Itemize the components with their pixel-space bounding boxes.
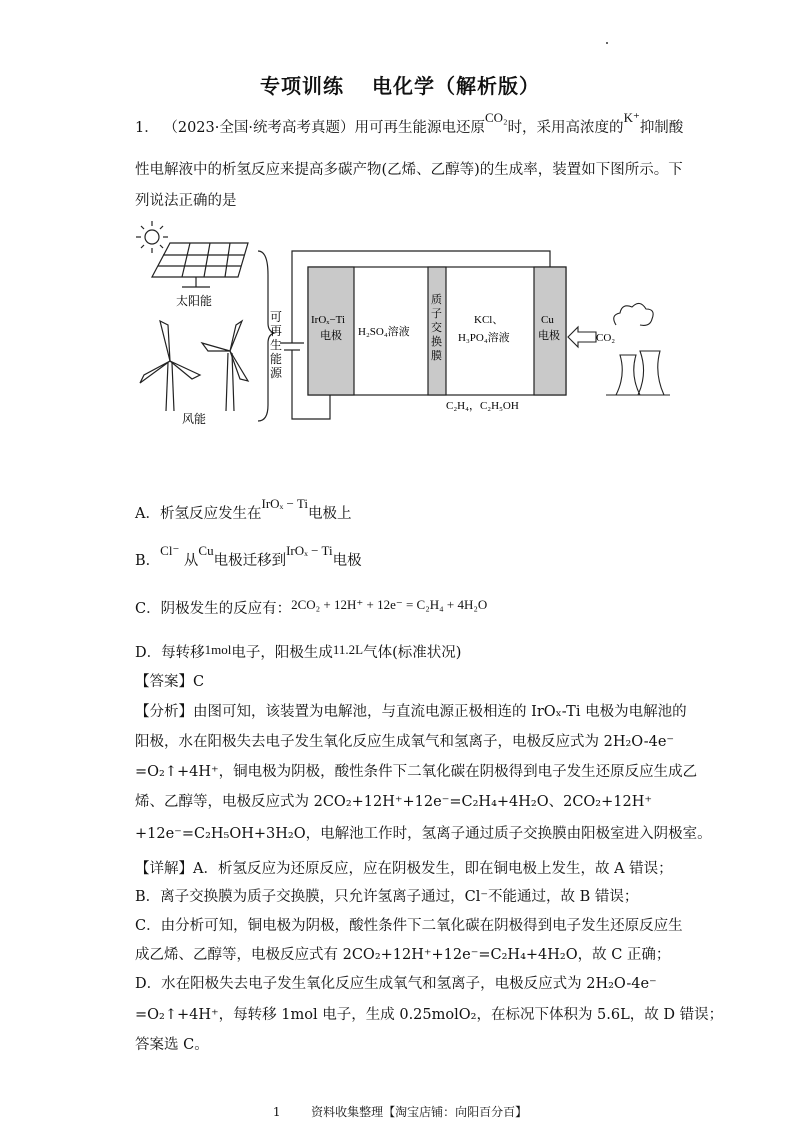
- question-text-c: 抑制酸: [639, 120, 684, 136]
- question-source: （2023·全国·统考高考真题）: [163, 120, 355, 136]
- cathode-label-2: 电极: [538, 330, 560, 342]
- question-line-2: 性电解液中的析氢反应来提高多碳产物(乙烯、乙醇等)的生成率，装置如下图所示。下: [135, 162, 683, 178]
- option-d-mid: 电子，阳极生成: [231, 645, 333, 661]
- analysis-line-2: 阳极，水在阳极失去电子发生氧化反应生成氧气和氢离子，电极反应式为 2H₂O-4e⁻: [135, 734, 675, 750]
- products-label: C₂H₄，C₂H₅OH: [446, 400, 519, 412]
- answer: 【答案】C: [135, 674, 205, 690]
- sun-icon: [136, 221, 168, 253]
- option-b-mid: 电极迁移到: [213, 553, 287, 569]
- option-b-cl: Cl⁻: [160, 543, 180, 558]
- option-d-mol: 1mol: [204, 642, 232, 657]
- title-part1: 专项训练: [260, 74, 344, 98]
- option-b[interactable]: [135, 543, 362, 570]
- option-a-prefix: A．析氢反应发生在: [135, 506, 262, 522]
- analysis-line-5: +12e⁻=C₂H₅OH+3H₂O，电解池工作时，氢离子通过质子交换膜由阳极室进入阴极室。: [135, 826, 712, 842]
- detail-line-3: C．由分析可知，铜电极为阴极，酸性条件下二氧化碳在阴极得到电子发生还原反应生: [135, 918, 683, 934]
- option-d[interactable]: [135, 641, 461, 662]
- wind-label: 风能: [182, 412, 207, 425]
- electrolysis-diagram: [130, 215, 690, 425]
- cathode-label-1: Cu: [541, 314, 554, 326]
- option-b-prefix: B．: [135, 553, 161, 569]
- anode-label-2: 电极: [320, 330, 342, 342]
- solar-label: 太阳能: [176, 294, 213, 308]
- question-number: 1．: [135, 120, 159, 136]
- option-c[interactable]: [135, 597, 487, 618]
- renewable-label: 可再生能源: [270, 310, 283, 380]
- analysis-line-3: =O₂↑+4H⁺，铜电极为阴极，酸性条件下二氧化碳在阴极得到电子发生还原反应生成乙: [135, 764, 698, 780]
- question-line-1: [135, 110, 684, 137]
- analysis-line-1: 【分析】由图可知，该装置为电解池，与直流电源正极相连的 IrOₓ-Ti 电极为电解池的: [135, 704, 687, 720]
- question-text-b: 时，采用高浓度的: [507, 120, 624, 136]
- analysis-line-4: 烯、乙醇等，电极反应式为 2CO₂+12H⁺+12e⁻=C₂H₄+4H₂O、2CO₂+12H⁺: [135, 794, 653, 810]
- option-d-prefix: D．每转移: [135, 645, 205, 661]
- solar-panel-icon: [152, 243, 248, 287]
- co2-arrow-icon: [568, 327, 596, 347]
- page-footer: [0, 1103, 800, 1120]
- page-dot: [606, 42, 608, 44]
- detail-line-2: B．离子交换膜为质子交换膜，只允许氢离子通过，Cl⁻不能通过，故 B 错误；: [135, 889, 639, 905]
- footer-text: 资料收集整理【淘宝店铺：向阳百分百】: [311, 1105, 528, 1119]
- co2-formula: CO₂: [484, 110, 508, 125]
- detail-line-4: 成乙烯、乙醇等，电极反应式有 2CO₂+12H⁺+12e⁻=C₂H₄+4H₂O，故 C 正确；: [135, 947, 671, 963]
- title-part2: 电化学（解析版）: [372, 74, 540, 98]
- anode-label-1: IrOₓ−Ti: [311, 314, 346, 326]
- question-text-a: 用可再生能源电还原: [354, 120, 485, 136]
- option-a-formula: IrOₓ − Ti: [261, 496, 308, 511]
- detail-line-6: =O₂↑+4H⁺，每转移 1mol 电子，生成 0.25molO₂，在标况下体积为 5.6L，故 D 错误；: [135, 1007, 724, 1023]
- anolyte-label: H₂SO₄溶液: [358, 326, 410, 338]
- option-b-formula: IrOₓ − Ti: [286, 543, 333, 558]
- option-d-vol: 11.2L: [332, 642, 364, 657]
- option-a-suffix: 电极上: [308, 506, 352, 522]
- wind-turbine-icon: [140, 321, 248, 411]
- question-line-3: 列说法正确的是: [135, 193, 237, 209]
- detail-line-7: 答案选 C。: [135, 1037, 209, 1053]
- catholyte-label-2: H₃PO₄溶液: [458, 332, 510, 344]
- option-b-from: 从: [183, 553, 199, 569]
- detail-line-1: 【详解】A．析氢反应为还原反应，应在阴极发生，即在铜电极上发生，故 A 错误；: [135, 861, 673, 877]
- co2-input-label: CO₂: [596, 332, 616, 344]
- option-d-suffix: 气体(标准状况): [363, 645, 462, 661]
- page-title: [0, 70, 800, 99]
- option-b-cu: Cu: [198, 543, 214, 558]
- detail-line-5: D．水在阳极失去电子发生氧化反应生成氧气和氢离子，电极反应式为 2H₂O-4e⁻: [135, 976, 657, 992]
- option-b-suffix: 电极: [332, 553, 362, 569]
- membrane-label: 质子交换膜: [431, 294, 442, 362]
- page-number: 1: [272, 1105, 281, 1119]
- option-c-formula: 2CO₂ + 12H⁺ + 12e⁻ = C₂H₄ + 4H₂O: [291, 597, 488, 612]
- catholyte-label-1: KCl、: [474, 314, 504, 326]
- option-a[interactable]: [135, 496, 352, 523]
- k-ion: K⁺: [623, 110, 640, 125]
- option-c-prefix: C．阴极发生的反应有：: [135, 601, 292, 617]
- factory-icon: [606, 303, 670, 395]
